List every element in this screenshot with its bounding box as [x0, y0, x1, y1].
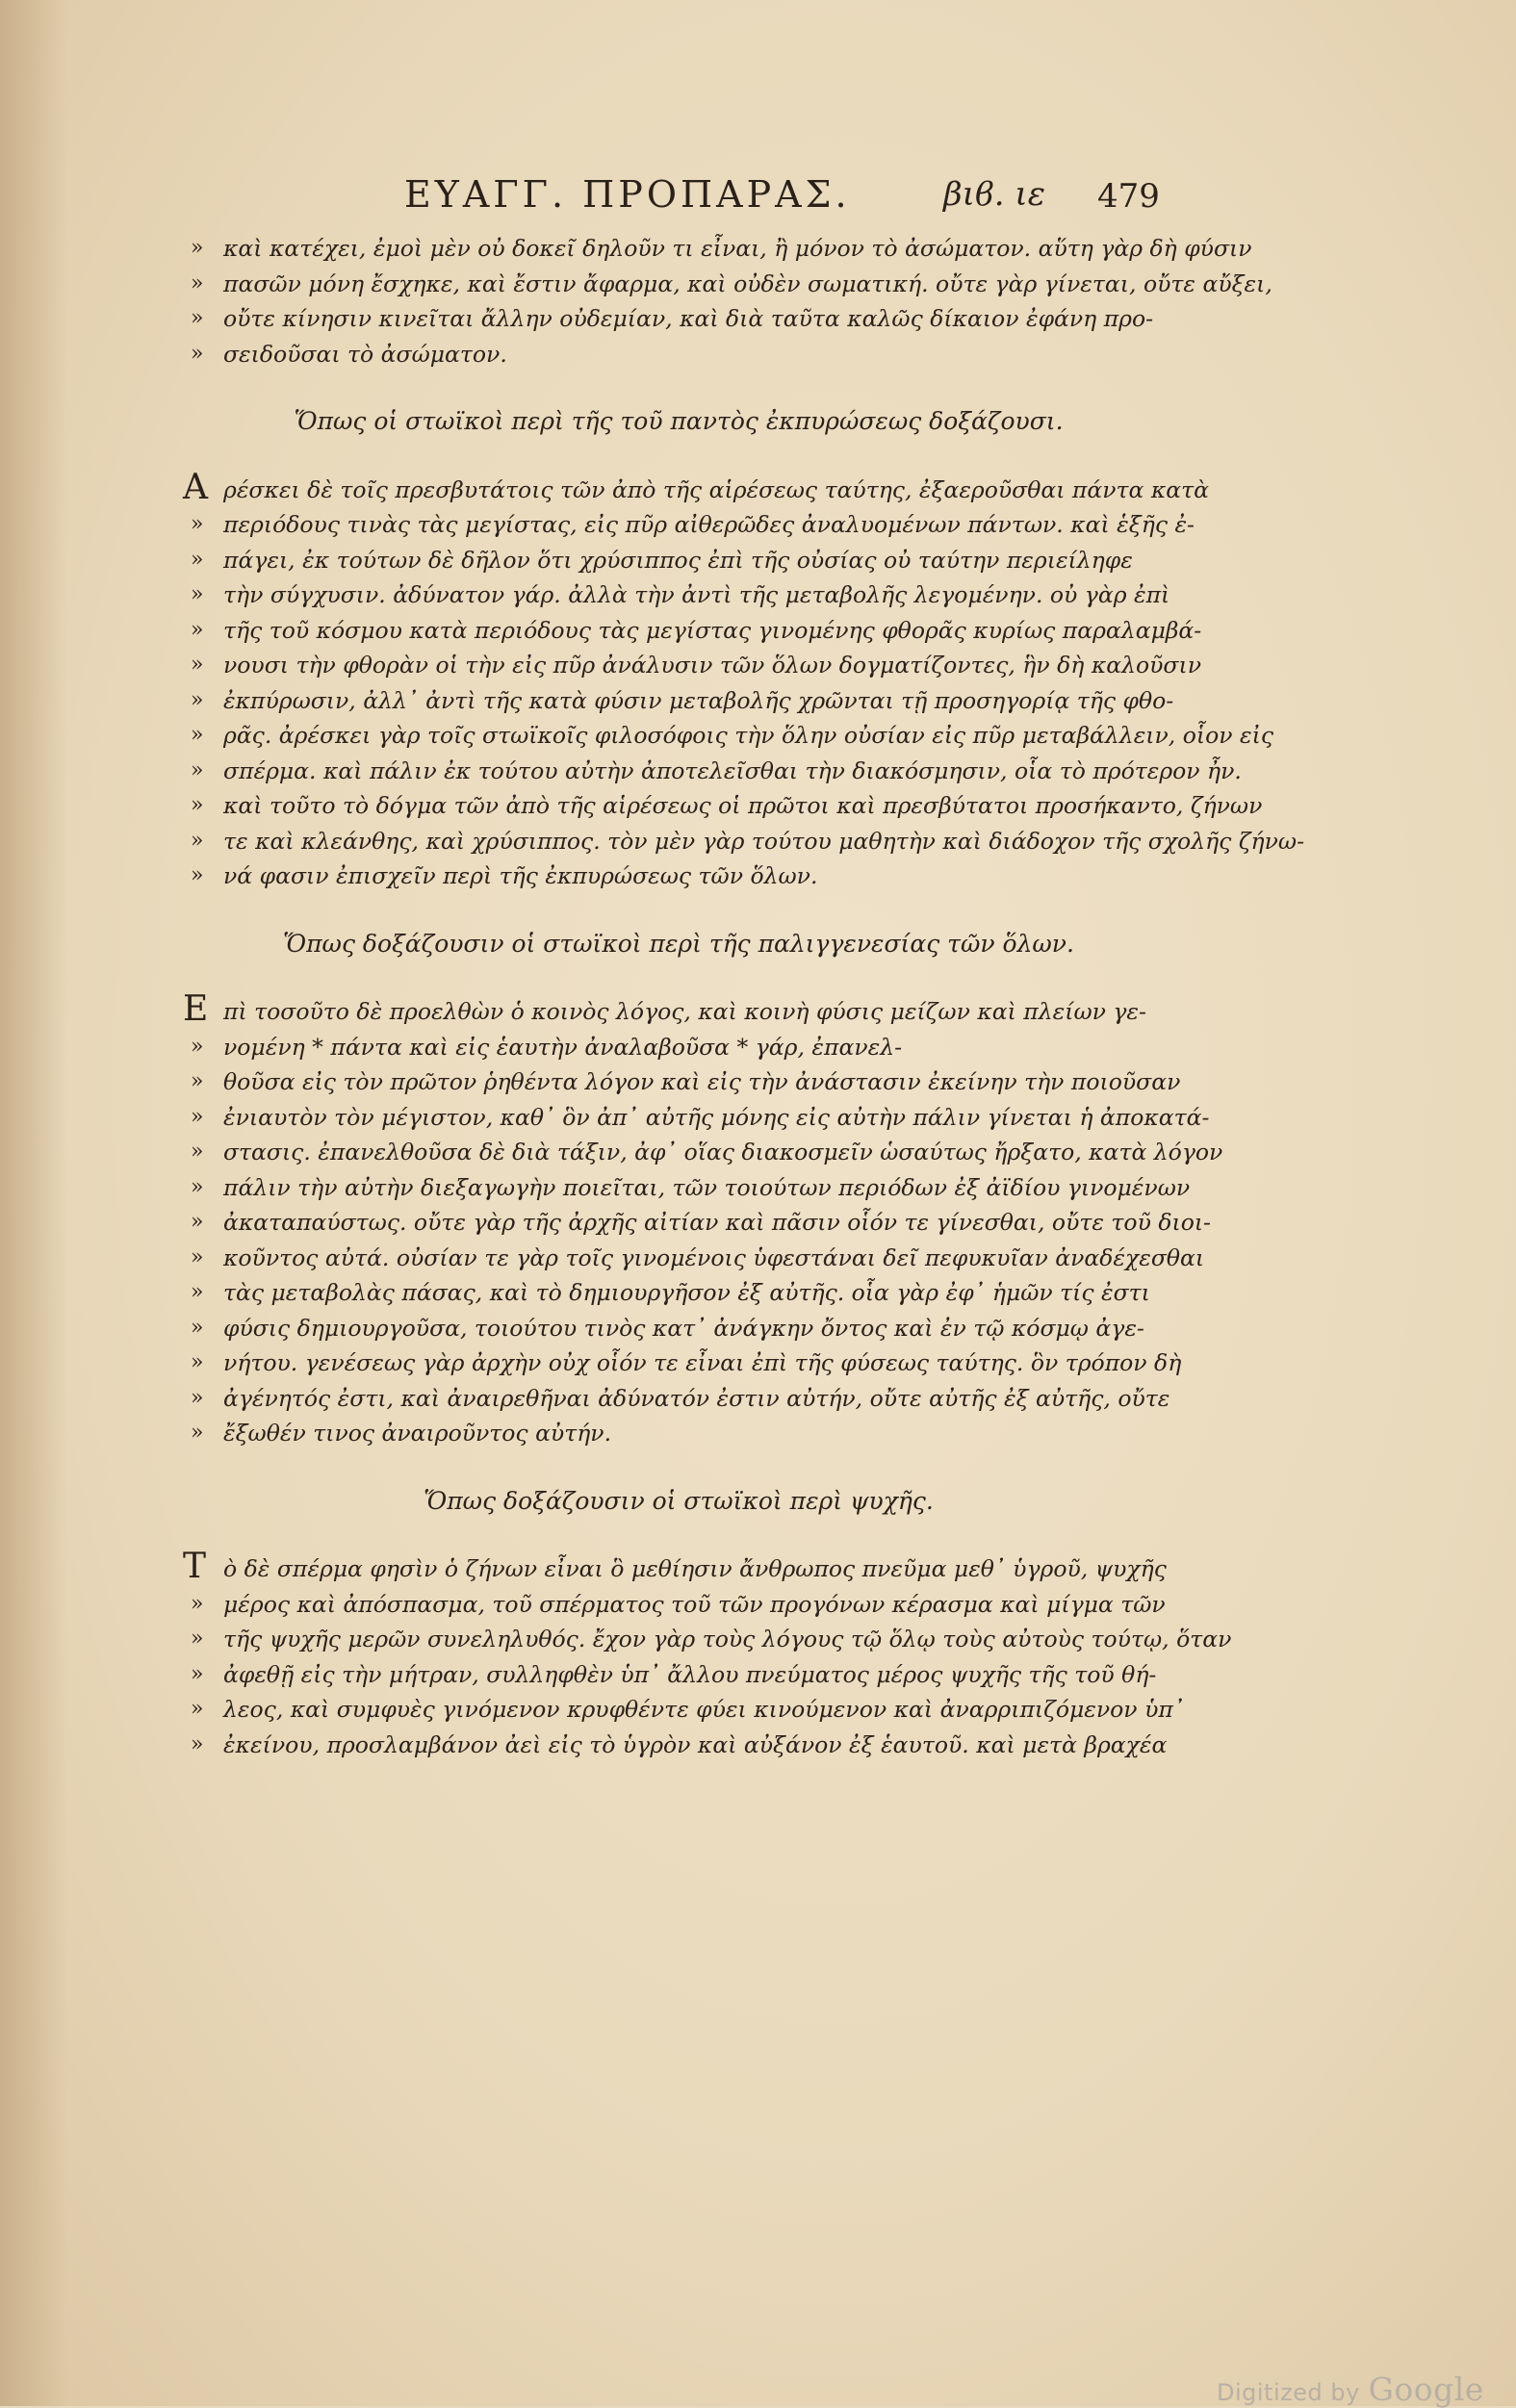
watermark-brand: Google — [1368, 2370, 1484, 2408]
text-line: » στασις. ἐπανελθοῦσα δὲ διὰ τάξιν, ἀφ᾽ οἵας διακοσμεῖν ὡσαύτως ἤρξατο, κατὰ λόγον — [183, 1135, 1174, 1170]
text-line: » πασῶν μόνη ἔσχηκε, καὶ ἔστιν ἄφαρμα, καὶ οὐδὲν σωματική. οὔτε γὰρ γίνεται, οὔτε αὔξει, — [183, 267, 1174, 302]
text-section — [183, 927, 1223, 1451]
text-line: » οὔτε κίνησιν κινεῖται ἄλλην οὐδεμίαν, καὶ διὰ ταῦτα καλῶς δίκαιον ἐφάνη προ- — [183, 301, 1174, 337]
drop-initial: Ε — [183, 989, 209, 1029]
section-heading: Ὅπως δοξάζουσιν οἱ στωϊκοὶ περὶ ψυχῆς. — [424, 1486, 934, 1515]
text-line: » ρᾶς. ἀρέσκει γὰρ τοῖς στωϊκοῖς φιλοσόφοις τὴν ὅλην οὐσίαν εἰς πῦρ μεταβάλλειν, οἷον εἰς — [183, 718, 1174, 754]
text-line: » ἀκαταπαύστως. οὔτε γὰρ τῆς ἀρχῆς αἰτίαν καὶ πᾶσιν οἷόν τε γίνεσθαι, οὔτε τοῦ διοι- — [183, 1205, 1174, 1241]
text-section — [183, 231, 1272, 371]
watermark-prefix: Digitized by — [1217, 2379, 1360, 2406]
text-line: » καὶ τοῦτο τὸ δόγμα τῶν ἀπὸ τῆς αἱρέσεως οἱ πρῶτοι καὶ πρεσβύτατοι προσήκαντο, ζήνων — [183, 788, 1174, 824]
drop-initial: Α — [183, 467, 208, 507]
text-line: » τὰς μεταβολὰς πάσας, καὶ τὸ δημιουργῆσον ἐξ αὐτῆς. οἷα γὰρ ἐφ᾽ ἡμῶν τίς ἐστι — [183, 1275, 1174, 1311]
text-line: » ἔξωθέν τινος ἀναιροῦντος αὐτήν. — [183, 1416, 1174, 1451]
text-section — [183, 404, 1305, 894]
text-line-content: πὶ τοσοῦτο δὲ προελθὼν ὁ κοινὸς λόγος, καὶ κοινὴ φύσις μείζων καὶ πλείων γε- — [223, 998, 1146, 1025]
text-line: » τε καὶ κλεάνθης, καὶ χρύσιππος. τὸν μὲν γὰρ τούτου μαθητὴν καὶ διάδοχον τῆς σχολῆς ζήνω- — [183, 824, 1174, 859]
page-number: 479 — [1097, 177, 1160, 216]
text-line: » ἐκείνου, προσλαμβάνον ἀεὶ εἰς τὸ ὑγρὸν καὶ αὐξάνον ἐξ ἑαυτοῦ. καὶ μετὰ βραχέα — [183, 1728, 1174, 1763]
text-line: » κοῦντος αὐτά. οὐσίαν τε γὰρ τοῖς γινομένοις ὑφεστάναι δεῖ πεφυκυῖαν ἀναδέχεσθαι — [183, 1241, 1174, 1276]
text-line: » τῆς ψυχῆς μερῶν συνεληλυθός. ἔχον γὰρ τοὺς λόγους τῷ ὅλῳ τοὺς αὐτοὺς τούτῳ, ὅταν — [183, 1622, 1174, 1657]
text-line: » νομένη * πάντα καὶ εἰς ἑαυτὴν ἀναλαβοῦσα * γάρ, ἐπανελ- — [183, 1030, 1174, 1065]
section-heading: Ὅπως οἱ στωϊκοὶ περὶ τῆς τοῦ παντὸς ἐκπυρώσεως δοξάζουσι. — [294, 407, 1064, 435]
text-line: » τῆς τοῦ κόσμου κατὰ περιόδους τὰς μεγίστας γινομένης φθορᾶς κυρίως παραλαμβά- — [183, 613, 1174, 649]
text-line: » ἀφεθῇ εἰς τὴν μήτραν, συλληφθὲν ὑπ᾽ ἄλλου πνεύματος μέρος ψυχῆς τῆς τοῦ θή- — [183, 1657, 1174, 1693]
text-line: » λεος, καὶ συμφυὲς γινόμενον κρυφθέντε φύει κινούμενον καὶ ἀναρριπιζόμενον ὑπ᾽ — [183, 1692, 1174, 1728]
page-gutter-shadow — [0, 0, 67, 2406]
book-reference: βιϐ. ιε — [943, 175, 1045, 214]
text-line: » σπέρμα. καὶ πάλιν ἐκ τούτου αὐτὴν ἀποτελεῖσθαι τὴν διακόσμησιν, οἷα τὸ πρότερον ἦν. — [183, 754, 1174, 789]
digitization-watermark — [1217, 2370, 1484, 2408]
text-line: » ἀγένητός ἐστι, καὶ ἀναιρεθῆναι ἀδύνατόν ἐστιν αὐτήν, οὔτε αὐτῆς ἐξ αὐτῆς, οὔτε — [183, 1381, 1174, 1417]
text-line: » καὶ κατέχει, ἐμοὶ μὲν οὐ δοκεῖ δηλοῦν τι εἶναι, ἢ μόνον τὸ ἀσώματον. αὕτη γὰρ δὴ φύσιν — [183, 231, 1174, 267]
text-line: » ἐκπύρωσιν, ἀλλ᾽ ἀντὶ τῆς κατὰ φύσιν μεταβολῆς χρῶνται τῇ προσηγορίᾳ τῆς φθο- — [183, 683, 1174, 719]
page-body — [183, 231, 1305, 1762]
text-line-first — [183, 467, 1210, 508]
text-line: » μέρος καὶ ἀπόσπασμα, τοῦ σπέρματος τοῦ τῶν προγόνων κέρασμα καὶ μίγμα τῶν — [183, 1587, 1174, 1623]
text-line: » ἐνιαυτὸν τὸν μέγιστον, καθ᾽ ὃν ἀπ᾽ αὐτῆς μόνης εἰς αὐτὴν πάλιν γίνεται ἡ ἀποκατά- — [183, 1100, 1174, 1136]
text-line-content: ὸ δὲ σπέρμα φησὶν ὁ ζήνων εἶναι ὃ μεθίησιν ἄνθρωπος πνεῦμα μεθ᾽ ὑγροῦ, ψυχῆς — [223, 1555, 1167, 1582]
text-line: » σειδοῦσαι τὸ ἀσώματον. — [183, 337, 1174, 372]
text-line-first — [183, 1547, 1174, 1587]
running-title: ΕΥΑΓΓ. ΠΡΟΠΑΡΑΣ. — [404, 173, 851, 216]
text-line: » θοῦσα εἰς τὸν πρῶτον ῥηθέντα λόγον καὶ εἰς τὴν ἀνάστασιν ἐκείνην τὴν ποιοῦσαν — [183, 1064, 1174, 1100]
running-header — [404, 173, 1367, 221]
section-heading: Ὅπως δοξάζουσιν οἱ στωϊκοὶ περὶ τῆς παλιγγενεσίας τῶν ὅλων. — [283, 929, 1074, 958]
text-line: » πάλιν τὴν αὐτὴν διεξαγωγὴν ποιεῖται, τῶν τοιούτων περιόδων ἐξ ἀϊδίου γινομένων — [183, 1170, 1174, 1206]
text-line: » νά φασιν ἐπισχεῖν περὶ τῆς ἐκπυρώσεως τῶν ὅλων. — [183, 858, 1174, 894]
text-line-first — [183, 989, 1174, 1030]
text-line: » φύσις δημιουργοῦσα, τοιούτου τινὸς κατ᾽ ἀνάγκην ὄντος καὶ ἐν τῷ κόσμῳ ἀγε- — [183, 1311, 1174, 1346]
text-line-content: ρέσκει δὲ τοῖς πρεσβυτάτοις τῶν ἀπὸ τῆς αἱρέσεως ταύτης, ἐξαεροῦσθαι πάντα κατὰ — [223, 475, 1210, 503]
text-line: » νήτου. γενέσεως γὰρ ἀρχὴν οὐχ οἷόν τε εἶναι ἐπὶ τῆς φύσεως ταύτης. ὃν τρόπον δὴ — [183, 1345, 1174, 1381]
drop-initial: Τ — [183, 1547, 207, 1586]
text-line: » περιόδους τινὰς τὰς μεγίστας, εἰς πῦρ αἰθερῶδες ἀναλυομένων πάντων. καὶ ἑξῆς ἐ- — [183, 507, 1174, 543]
text-line: » νουσι τὴν φθορὰν οἱ τὴν εἰς πῦρ ἀνάλυσιν τῶν ὅλων δογματίζοντες, ἣν δὴ καλοῦσιν — [183, 648, 1174, 683]
text-section — [183, 1484, 1232, 1763]
text-line: » τὴν σύγχυσιν. ἀδύνατον γάρ. ἀλλὰ τὴν ἀντὶ τῆς μεταβολῆς λεγομένην. οὐ γὰρ ἐπὶ — [183, 577, 1174, 613]
text-line: » πάγει, ἐκ τούτων δὲ δῆλον ὅτι χρύσιππος ἐπὶ τῆς οὐσίας οὐ ταύτην περιείληφε — [183, 543, 1174, 578]
